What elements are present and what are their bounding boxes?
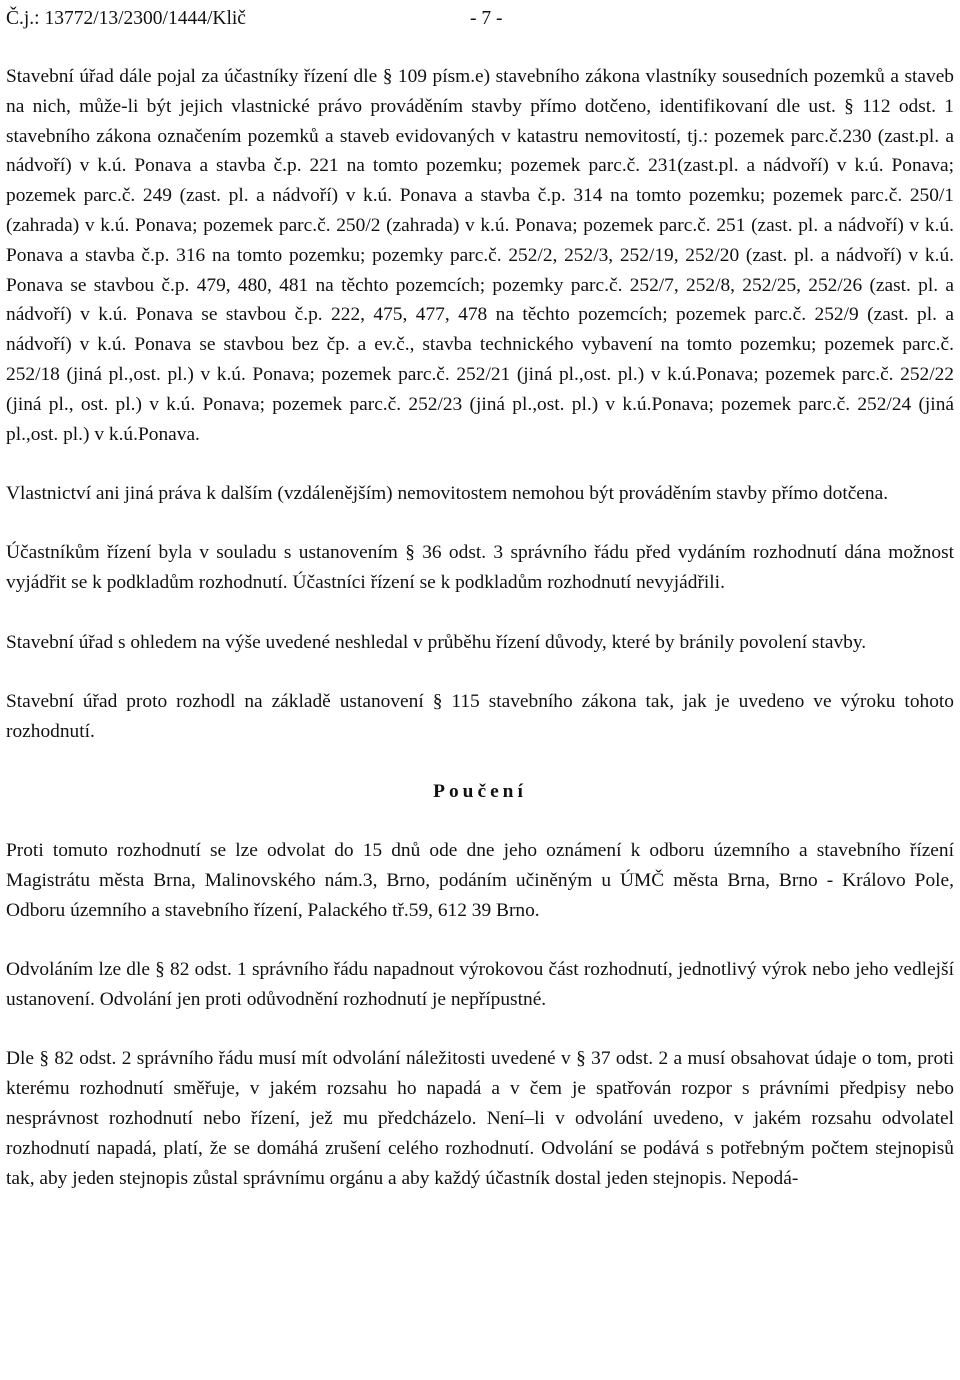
paragraph-appeal-requirements: Dle § 82 odst. 2 správního řádu musí mít odvolání náležitosti uvedené v § 37 odst. 2 a musí obsahovat údaje o tom, proti kterému rozhodnutí směřuje, v jakém rozsahu ho napadá a v čem je spatřován rozpor s právními předpisy nebo nesprávnost rozhodnutí nebo řízení, jež mu předcházelo. Není–li v odvolání uvedeno, v jakém rozsahu odvolatel rozhodnutí napadá, platí, že se domáhá zrušení celého rozhodnutí. Odvolání se podává s potřebným počtem stejnopisů tak, aby jeden stejnopis zůstal správnímu orgánu a aby každý účastník dostal jeden stejnopis. Nepodá- [6, 1048, 954, 1189]
page-number: - 7 - [470, 8, 503, 29]
section-title-instruction: Poučení [433, 780, 527, 802]
paragraph-appeal-deadline: Proti tomuto rozhodnutí se lze odvolat do 15 dnů ode dne jeho oznámení k odboru územního a stavebního řízení Magistrátu města Brna, Malinovského nám.3, Brno, podáním učiněným u ÚMČ města Brna, Brno - Královo Pole, Odboru územního a stavebního řízení, Palackého tř.59, 612 39 Brno. [6, 840, 954, 921]
paragraph-other-rights: Vlastnictví ani jiná práva k dalším (vzdálenějším) nemovitostem nemohou být prováděním stavby přímo dotčena. [6, 482, 889, 504]
paragraph-participants: Stavební úřad dále pojal za účastníky řízení dle § 109 písm.e) stavebního zákona vlastníky sousedních pozemků a staveb na nich, může-li být jejich vlastnické právo prováděním stavby přímo dotčeno, identifikovaní dle ust. § 112 odst. 1 stavebního zákona označením pozemků a staveb evidovaných v katastru nemovitostí, tj.: pozemek parc.č.230 (zast.pl. a nádvoří) v k.ú. Ponava a stavba č.p. 221 na tomto pozemku; pozemek parc.č. 231(zast.pl. a nádvoří) v k.ú. Ponava; pozemek parc.č. 249 (zast. pl. a nádvoří) v k.ú. Ponava a stavba č.p. 314 na tomto pozemku; pozemek parc.č. 250/1 (zahrada) v k.ú. Ponava; pozemek parc.č. 250/2 (zahrada) v k.ú. Ponava; pozemek parc.č. 251 (zast. pl. a nádvoří) v k.ú. Ponava a stavba č.p. 316 na tomto pozemku; pozemky parc.č. 252/2, 252/3, 252/19, 252/20 (zast. pl. a nádvoří) v k.ú. Ponava se stavbou č.p. 479, 480, 481 na těchto pozemcích; pozemky parc.č. 252/7, 252/8, 252/25, 252/26 (zast. pl. a nádvoří) v k.ú. Ponava se stavbou č.p. 222, 475, 477, 478 na těchto pozemcích; pozemek parc.č. 252/9 (zast. pl. a nádvoří) v k.ú. Ponava se stavbou bez čp. a ev.č., stavba technického vybavení na tomto pozemku; pozemek parc.č. 252/18 (jiná pl.,ost. pl.) v k.ú. Ponava; pozemek parc.č. 252/21 (jiná pl.,ost. pl.) v k.ú.Ponava; pozemek parc.č. 252/22 (jiná pl., ost. pl.) v k.ú. Ponava; pozemek parc.č. 252/23 (jiná pl.,ost. pl.) v k.ú.Ponava; pozemek parc.č. 252/24 (jiná pl.,ost. pl.) v k.ú.Ponava. [6, 66, 954, 445]
page-header [6, 6, 946, 34]
paragraph-decision-basis: Stavební úřad proto rozhodl na základě ustanovení § 115 stavebního zákona tak, jak je uvedeno ve výroku tohoto rozhodnutí. [6, 690, 954, 742]
document-body [6, 62, 954, 1193]
paragraph-appeal-scope: Odvoláním lze dle § 82 odst. 1 správního řádu napadnout výrokovou část rozhodnutí, jednotlivý výrok nebo jeho vedlejší ustanovení. Odvolání jen proti odůvodnění rozhodnutí je nepřípustné. [6, 959, 954, 1011]
reference-number: Č.j.: 13772/13/2300/1444/Klič [6, 8, 246, 29]
paragraph-opportunity-to-comment: Účastníkům řízení byla v souladu s ustanovením § 36 odst. 3 správního řádu před vydáním rozhodnutí dána možnost vyjádřit se k podkladům rozhodnutí. Účastníci řízení se k podkladům rozhodnutí nevyjádřili. [6, 542, 954, 594]
paragraph-no-obstacles: Stavební úřad s ohledem na výše uvedené neshledal v průběhu řízení důvody, které by bránily povolení stavby. [6, 631, 867, 653]
